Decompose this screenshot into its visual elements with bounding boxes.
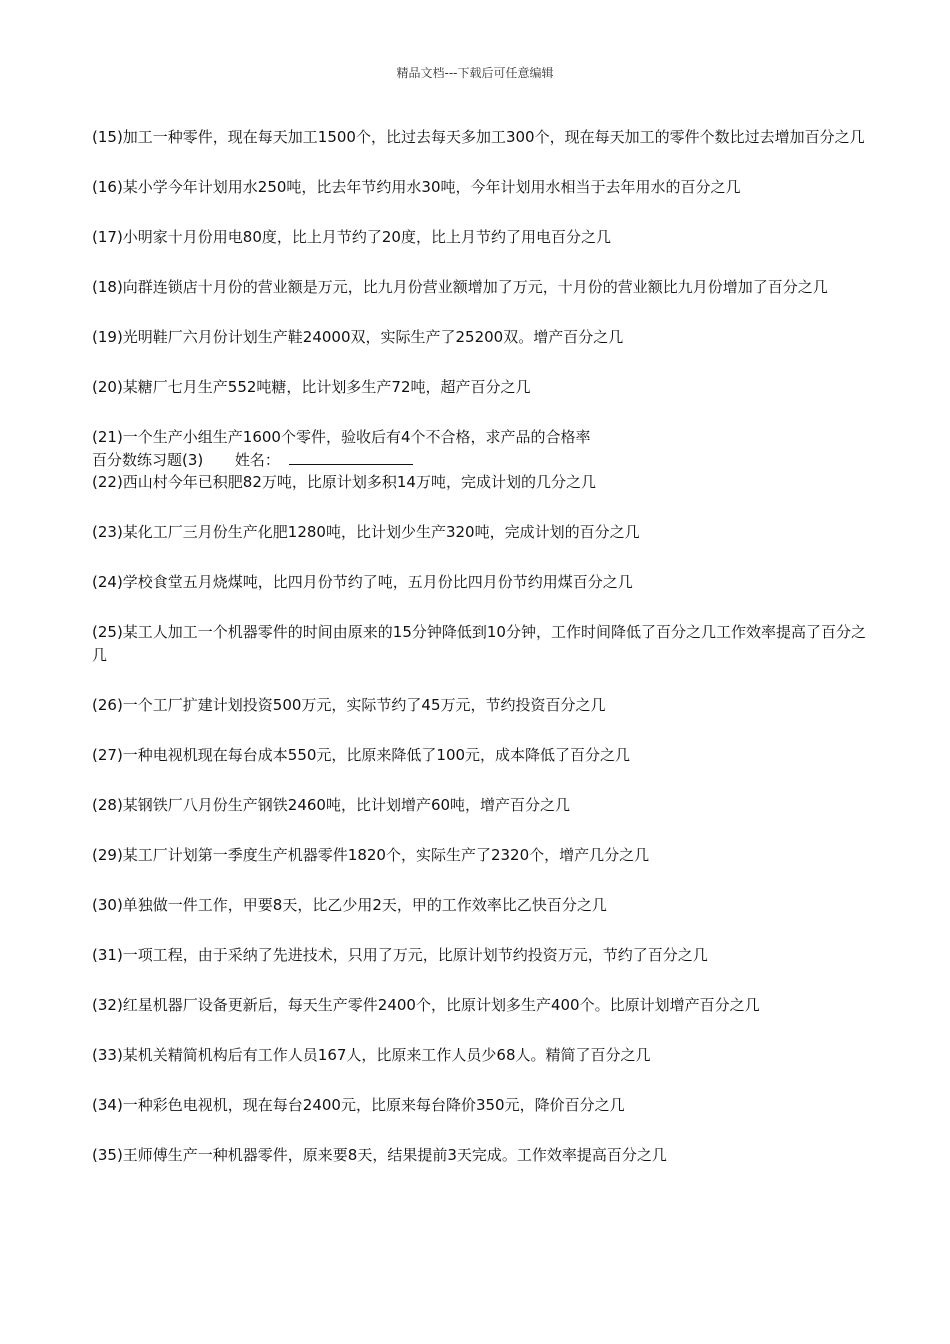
exercise-item-29: (29)某工厂计划第一季度生产机器零件1820个，实际生产了2320个，增产几分之几 (92, 846, 650, 864)
exercise-item-35: (35)王师傅生产一种机器零件，原来要8天，结果提前3天完成。工作效率提高百分之几 (92, 1146, 667, 1164)
name-label: 姓名： (234, 451, 280, 469)
exercise-item-21: (21)一个生产小组生产1600个零件，验收后有4个不合格，求产品的合格率 (92, 428, 591, 446)
section-heading (92, 449, 867, 471)
exercise-item-19: (19)光明鞋厂六月份计划生产鞋24000双，实际生产了25200双。增产百分之几 (92, 328, 624, 346)
exercise-item-27: (27)一种电视机现在每台成本550元，比原来降低了100元，成本降低了百分之几 (92, 746, 631, 764)
page-header: 精品文档---下载后可任意编辑 (396, 66, 554, 80)
exercise-item-25: (25)某工人加工一个机器零件的时间由原来的15分钟降低到10分钟，工作时间降低了百分之几工作效率提高了百分之几 (92, 623, 866, 664)
exercise-item-16: (16)某小学今年计划用水250吨，比去年节约用水30吨，今年计划用水相当于去年用水的百分之几 (92, 178, 741, 196)
exercise-list (92, 126, 867, 1194)
exercise-item-33: (33)某机关精简机构后有工作人员167人，比原来工作人员少68人。精简了百分之几 (92, 1046, 651, 1064)
exercise-item-17: (17)小明家十月份用电80度，比上月节约了20度，比上月节约了用电百分之几 (92, 228, 611, 246)
exercise-item-22: (22)西山村今年已积肥82万吨，比原计划多积14万吨，完成计划的几分之几 (92, 473, 596, 491)
exercise-item-24: (24)学校食堂五月烧煤吨，比四月份节约了吨，五月份比四月份节约用煤百分之几 (92, 573, 633, 591)
exercise-item-20: (20)某糖厂七月生产552吨糖，比计划多生产72吨，超产百分之几 (92, 378, 531, 396)
exercise-item-32: (32)红星机器厂设备更新后，每天生产零件2400个，比原计划多生产400个。比原计划增产百分之几 (92, 996, 760, 1014)
exercise-item-15: (15)加工一种零件，现在每天加工1500个，比过去每天多加工300个，现在每天加工的零件个数比过去增加百分之几 (92, 128, 865, 146)
exercise-item-30: (30)单独做一件工作，甲要8天，比乙少用2天，甲的工作效率比乙快百分之几 (92, 896, 607, 914)
exercise-item-31: (31)一项工程，由于采纳了先进技术，只用了万元，比原计划节约投资万元，节约了百分之几 (92, 946, 708, 964)
section-title: 百分数练习题(3) (92, 451, 204, 469)
exercise-item-23: (23)某化工厂三月份生产化肥1280吨，比计划少生产320吨，完成计划的百分之几 (92, 523, 640, 541)
name-blank-line (289, 450, 413, 465)
exercise-item-26: (26)一个工厂扩建计划投资500万元，实际节约了45万元，节约投资百分之几 (92, 696, 606, 714)
exercise-item-18: (18)向群连锁店十月份的营业额是万元，比九月份营业额增加了万元，十月份的营业额比九月份增加了百分之几 (92, 278, 828, 296)
exercise-item-28: (28)某钢铁厂八月份生产钢铁2460吨，比计划增产60吨，增产百分之几 (92, 796, 571, 814)
exercise-item-34: (34)一种彩色电视机，现在每台2400元，比原来每台降价350元，降价百分之几 (92, 1096, 625, 1114)
